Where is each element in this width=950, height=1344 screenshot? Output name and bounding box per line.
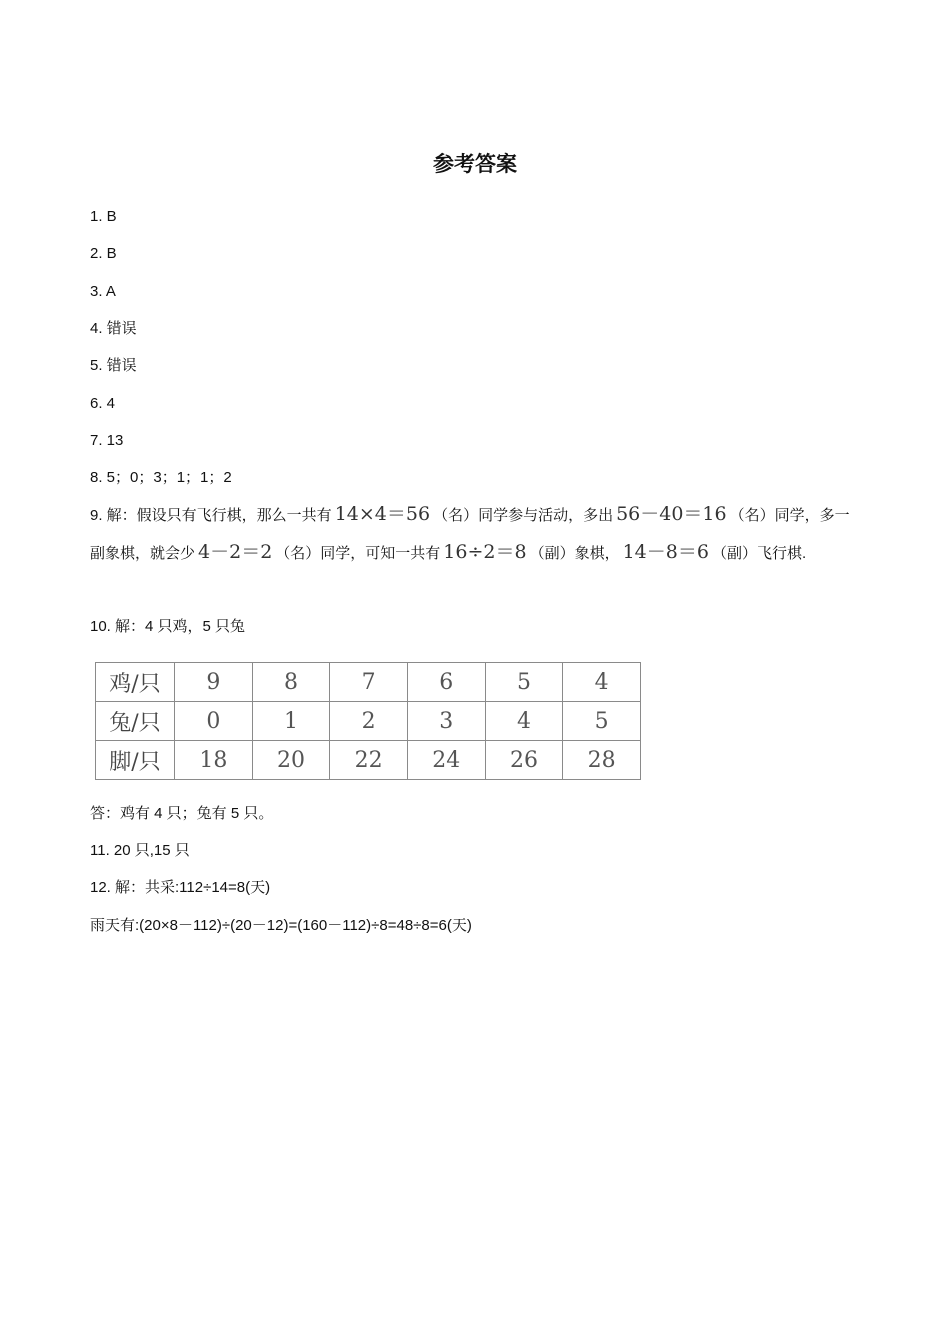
- answer-10: 10. 解：4 只鸡，5 只兔: [90, 618, 246, 635]
- answer-4: 4. 错误: [90, 320, 137, 337]
- table-cell: 4: [563, 663, 641, 702]
- answer-12-line-1: 12. 解：共采:112÷14=8(天): [90, 879, 271, 896]
- table-cell: 9: [175, 663, 253, 702]
- chicken-rabbit-table: [95, 662, 641, 779]
- row-header: 鸡/只: [96, 663, 175, 702]
- q9-text-4: （名）同学，可知一共有: [275, 545, 441, 562]
- table-cell: 4: [485, 702, 563, 741]
- page-title: 参考答案: [433, 152, 517, 176]
- table-cell: 22: [330, 741, 408, 780]
- table-cell: 2: [330, 702, 408, 741]
- answer-6: 6. 4: [90, 395, 116, 412]
- table-row-chicken: [96, 663, 641, 702]
- answer-5: 5. 错误: [90, 357, 137, 374]
- q9-text-6: （副）飞行棋.: [711, 545, 807, 562]
- q9-text-1: 9. 解：假设只有飞行棋，那么一共有: [90, 507, 332, 524]
- table-cell: 3: [407, 702, 485, 741]
- q9-math-5: 14－8＝6: [622, 541, 709, 563]
- q9-text-3: （名）同学，多一副象棋，就会少: [90, 507, 850, 562]
- q9-text-2: （名）同学参与活动，多出: [433, 507, 614, 524]
- answer-8: 8. 5；0；3；1；1；2: [90, 469, 232, 486]
- q9-math-1: 14×4＝56: [334, 503, 431, 525]
- answer-1: 1. B: [90, 208, 117, 225]
- table-cell: 26: [485, 741, 563, 780]
- table-cell: 5: [563, 702, 641, 741]
- row-header: 兔/只: [96, 702, 175, 741]
- table-cell: 24: [407, 741, 485, 780]
- row-header: 脚/只: [96, 741, 175, 780]
- table-cell: 8: [252, 663, 330, 702]
- q9-math-3: 4－2＝2: [198, 541, 273, 563]
- answer-12-line-2: 雨天有:(20×8－112)÷(20－12)=(160－112)÷8=48÷8=6(天): [90, 917, 472, 934]
- table-cell: 20: [252, 741, 330, 780]
- table-cell: 6: [407, 663, 485, 702]
- answer-9: [90, 496, 860, 572]
- table-row-feet: [96, 741, 641, 780]
- table-cell: 7: [330, 663, 408, 702]
- answer-10-conclusion: 答：鸡有 4 只；兔有 5 只。: [90, 805, 274, 822]
- q9-math-2: 56－40＝16: [616, 503, 727, 525]
- table-row-rabbit: [96, 702, 641, 741]
- answer-2: 2. B: [90, 245, 117, 262]
- table-cell: 1: [252, 702, 330, 741]
- table-cell: 0: [175, 702, 253, 741]
- q9-text-5: （副）象棋，: [529, 545, 620, 562]
- answer-11: 11. 20 只,15 只: [90, 842, 190, 859]
- answer-3: 3. A: [90, 283, 116, 300]
- table-cell: 28: [563, 741, 641, 780]
- q9-math-4: 16÷2＝8: [443, 541, 527, 563]
- scanned-table: [95, 662, 641, 780]
- table-cell: 5: [485, 663, 563, 702]
- table-cell: 18: [175, 741, 253, 780]
- answer-7: 7. 13: [90, 432, 124, 449]
